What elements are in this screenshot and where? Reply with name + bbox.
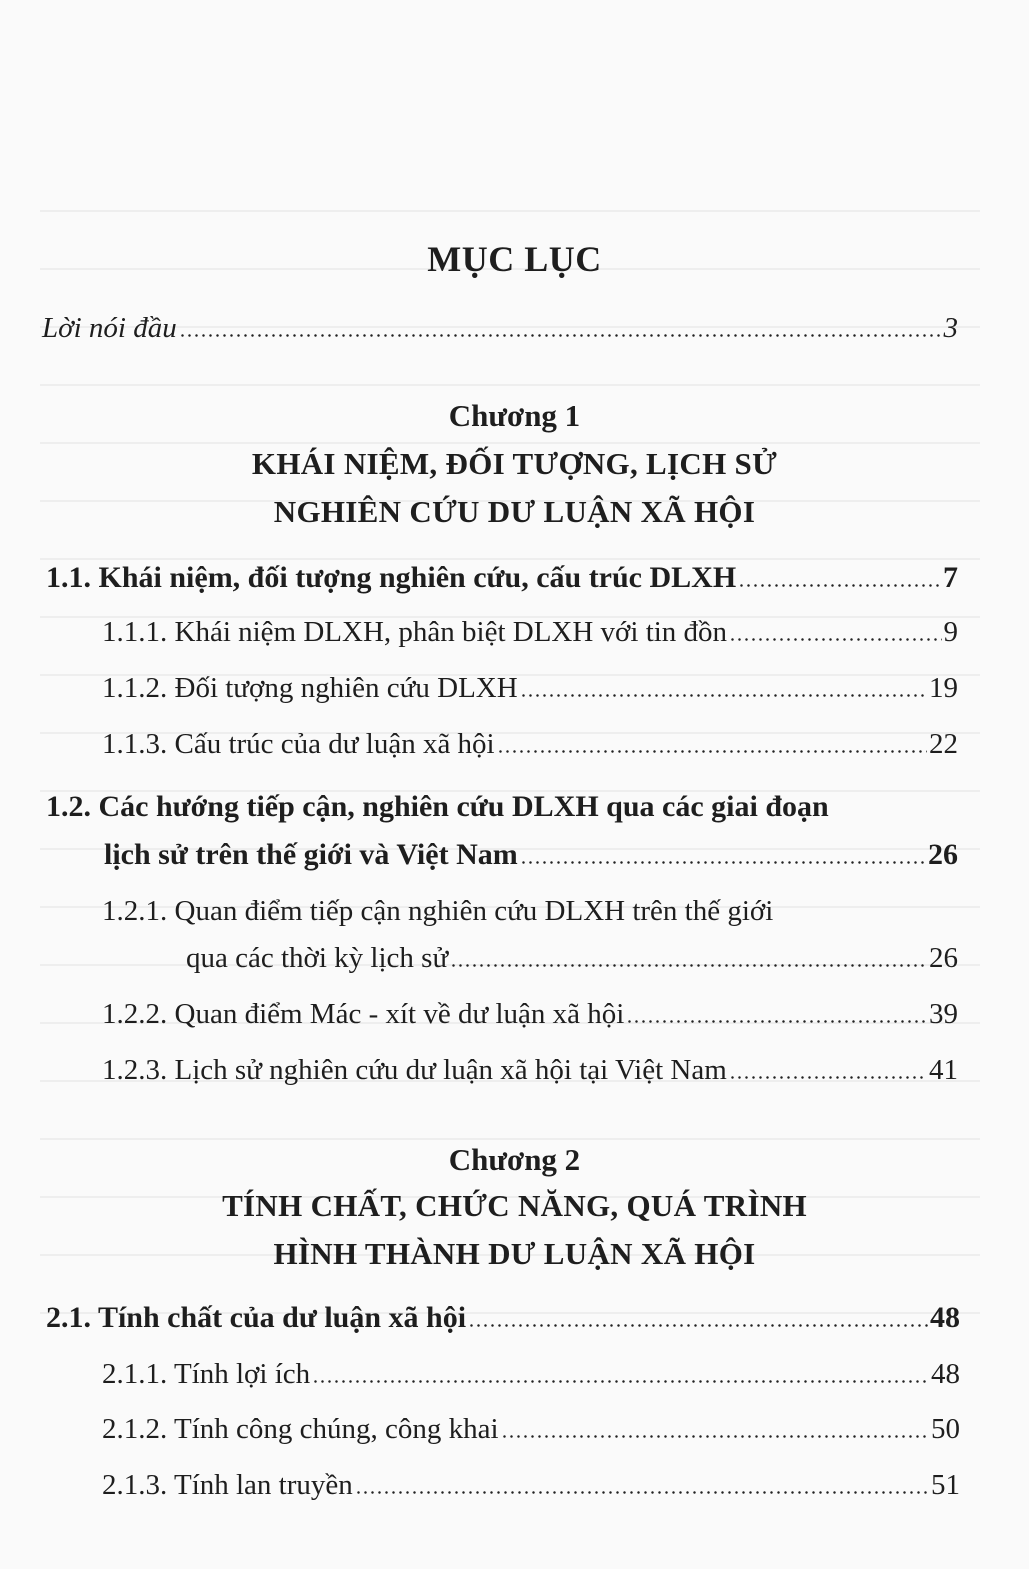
entry-page-number: 50 bbox=[931, 1413, 960, 1445]
entry-label: lịch sử trên thế giới và Việt Nam bbox=[104, 838, 518, 871]
toc-entry-1-1-1[interactable] bbox=[102, 616, 958, 649]
entry-label: 2.1.3. Tính lan truyền bbox=[102, 1469, 353, 1501]
toc-entry-1-2-1[interactable] bbox=[186, 942, 958, 975]
entry-label: qua các thời kỳ lịch sử bbox=[186, 942, 449, 974]
toc-entry-2-1-1[interactable] bbox=[102, 1358, 960, 1391]
dot-leader bbox=[355, 1491, 929, 1494]
toc-entry-2-1[interactable] bbox=[46, 1301, 960, 1335]
toc-entry-1-2-3[interactable] bbox=[102, 1054, 958, 1087]
dot-leader bbox=[729, 1076, 927, 1079]
dot-leader bbox=[179, 334, 942, 337]
dot-leader bbox=[501, 1435, 929, 1438]
entry-label: 1.1.2. Đối tượng nghiên cứu DLXH bbox=[102, 672, 518, 704]
dot-leader bbox=[468, 1324, 928, 1327]
toc-entry-1-2-2[interactable] bbox=[102, 998, 958, 1031]
entry-label: 2.1.1. Tính lợi ích bbox=[102, 1358, 311, 1390]
entry-page-number: 48 bbox=[931, 1358, 960, 1390]
entry-label: 1.2.2. Quan điểm Mác - xít về dư luận xã hội bbox=[102, 998, 625, 1030]
toc-entry-preface[interactable] bbox=[42, 312, 958, 345]
toc-entry-2-1-3[interactable] bbox=[102, 1469, 960, 1502]
entry-page-number: 26 bbox=[929, 942, 958, 974]
entry-label: 1.2.3. Lịch sử nghiên cứu dư luận xã hội tại Việt Nam bbox=[102, 1054, 727, 1086]
chapter-2-title-line-2: HÌNH THÀNH DƯ LUẬN XÃ HỘI bbox=[273, 1236, 756, 1271]
toc-entry-1-2-line-1[interactable]: 1.2. Các hướng tiếp cận, nghiên cứu DLXH qua các giai đoạn bbox=[46, 790, 829, 823]
toc-entry-1-2[interactable] bbox=[104, 838, 958, 872]
dot-leader bbox=[312, 1380, 929, 1383]
chapter-1-title-line-2: NGHIÊN CỨU DƯ LUẬN XÃ HỘI bbox=[273, 494, 756, 529]
dot-leader bbox=[626, 1020, 927, 1023]
dot-leader bbox=[738, 584, 941, 587]
entry-page-number: 48 bbox=[930, 1301, 960, 1334]
entry-page-number: 19 bbox=[929, 672, 958, 704]
entry-label: 1.1. Khái niệm, đối tượng nghiên cứu, cấu trúc DLXH bbox=[46, 561, 737, 594]
chapter-1-label: Chương 1 bbox=[448, 398, 581, 433]
entry-label: 1.1.3. Cấu trúc của dư luận xã hội bbox=[102, 728, 495, 760]
entry-page-number: 3 bbox=[943, 312, 958, 344]
toc-entry-1-1[interactable] bbox=[46, 561, 958, 595]
entry-page-number: 51 bbox=[931, 1469, 960, 1501]
entry-page-number: 7 bbox=[943, 561, 958, 594]
entry-label: 1.1.1. Khái niệm DLXH, phân biệt DLXH với tin đồn bbox=[102, 616, 728, 648]
toc-entry-1-1-2[interactable] bbox=[102, 672, 958, 705]
chapter-2-label: Chương 2 bbox=[448, 1142, 581, 1177]
chapter-1-title-line-1: KHÁI NIỆM, ĐỐI TƯỢNG, LỊCH SỬ bbox=[251, 446, 778, 481]
chapter-2-title-line-1: TÍNH CHẤT, CHỨC NĂNG, QUÁ TRÌNH bbox=[222, 1188, 807, 1223]
entry-page-number: 39 bbox=[929, 998, 958, 1030]
entry-page-number: 41 bbox=[929, 1054, 958, 1086]
entry-label: Lời nói đầu bbox=[42, 312, 177, 344]
dot-leader bbox=[450, 964, 927, 967]
toc-entry-1-2-1-line-1[interactable]: 1.2.1. Quan điểm tiếp cận nghiên cứu DLXH trên thế giới bbox=[102, 895, 774, 927]
dot-leader bbox=[520, 861, 926, 864]
page-title: MỤC LỤC bbox=[427, 239, 602, 279]
toc-entry-2-1-2[interactable] bbox=[102, 1413, 960, 1446]
entry-page-number: 26 bbox=[928, 838, 958, 871]
entry-page-number: 22 bbox=[929, 728, 958, 760]
entry-label: 2.1.2. Tính công chúng, công khai bbox=[102, 1413, 499, 1445]
entry-page-number: 9 bbox=[943, 616, 958, 648]
dot-leader bbox=[520, 694, 927, 697]
entry-label: 2.1. Tính chất của dư luận xã hội bbox=[46, 1301, 467, 1334]
toc-entry-1-1-3[interactable] bbox=[102, 728, 958, 761]
dot-leader bbox=[497, 750, 927, 753]
dot-leader bbox=[729, 638, 941, 641]
